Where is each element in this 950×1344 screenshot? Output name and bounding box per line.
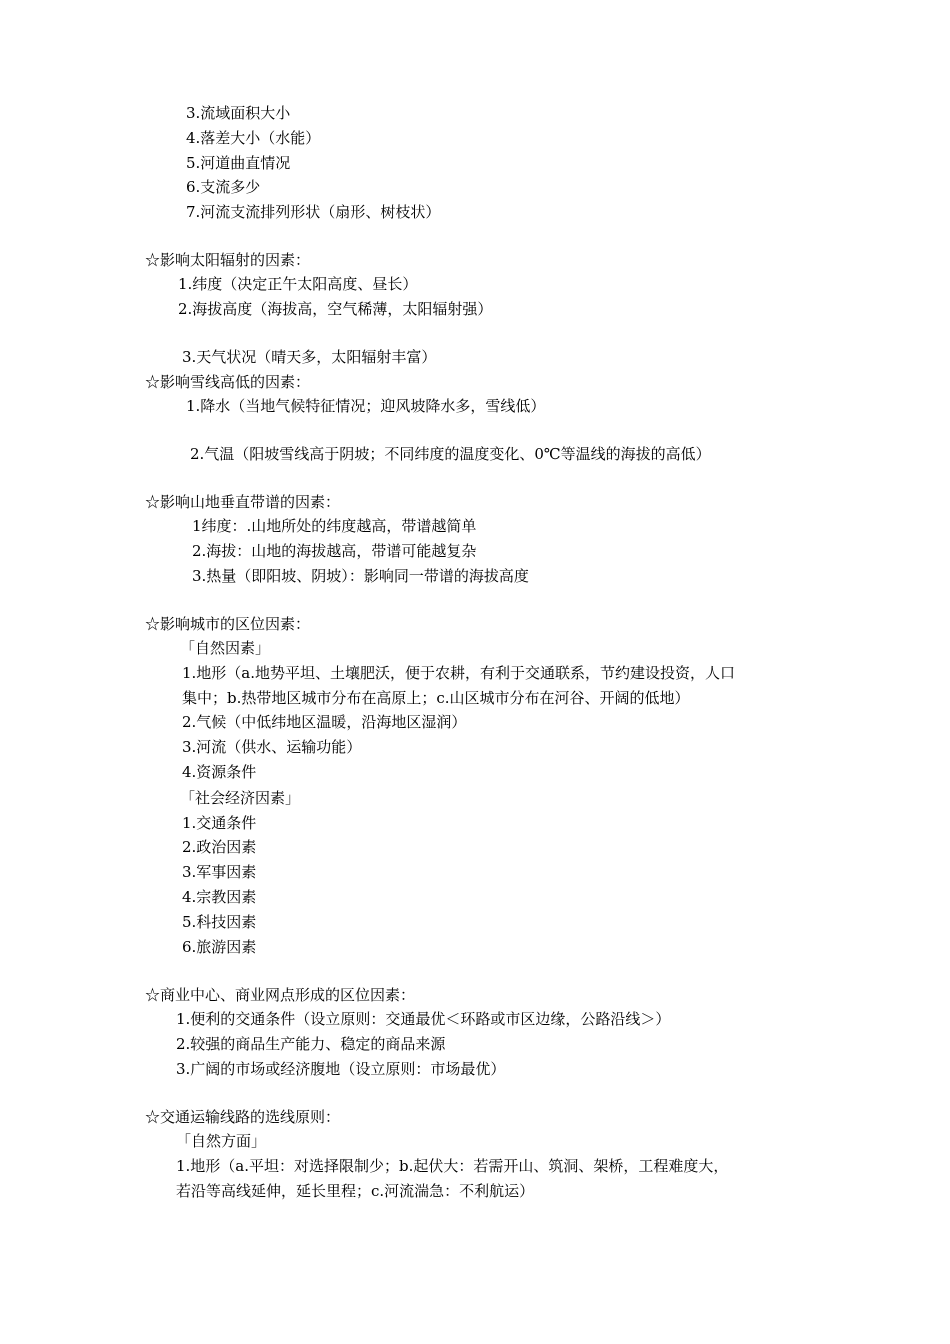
river-item: 7.河流支流排列形状（扇形、树枝状） <box>186 203 441 221</box>
city-social-item: 1.交通条件 <box>182 814 257 832</box>
river-item: 5.河道曲直情况 <box>186 154 291 172</box>
river-item: 4.落差大小（水能） <box>186 129 321 147</box>
city-social-item: 2.政治因素 <box>182 838 257 856</box>
river-item: 6.支流多少 <box>186 178 261 196</box>
solar-item: 2.海拔高度（海拔高，空气稀薄，太阳辐射强） <box>178 300 493 318</box>
commerce-item: 3.广阔的市场或经济腹地（设立原则：市场最优） <box>176 1060 506 1078</box>
vertical-zone-item: 1纬度：.山地所处的纬度越高，带谱越简单 <box>192 517 477 535</box>
city-natural-label: 「自然因素」 <box>180 639 271 657</box>
transport-natural-label: 「自然方面」 <box>176 1132 267 1150</box>
snowline-item: 2.气温（阳坡雪线高于阴坡；不同纬度的温度变化、0℃等温线的海拔的高低） <box>190 445 711 463</box>
snowline-item: 1.降水（当地气候特征情况；迎风坡降水多，雪线低） <box>186 397 546 415</box>
city-social-item: 6.旅游因素 <box>182 938 257 956</box>
city-heading: ☆影响城市的区位因素： <box>145 615 311 633</box>
vertical-zone-item: 3.热量（即阳坡、阴坡）：影响同一带谱的海拔高度 <box>192 567 529 585</box>
transport-heading: ☆交通运输线路的选线原则： <box>145 1108 341 1126</box>
vertical-zone-item: 2.海拔：山地的海拔越高，带谱可能越复杂 <box>192 542 477 560</box>
vertical-zone-heading: ☆影响山地垂直带谱的因素： <box>145 493 341 511</box>
city-natural-item: 4.资源条件 <box>182 763 257 781</box>
city-social-item: 3.军事因素 <box>182 863 257 881</box>
solar-item: 1.纬度（决定正午太阳高度、昼长） <box>178 275 418 293</box>
city-natural-item: 集中；b.热带地区城市分布在高原上；c.山区城市分布在河谷、开阔的低地） <box>182 689 690 707</box>
city-social-item: 4.宗教因素 <box>182 888 257 906</box>
commerce-heading: ☆商业中心、商业网点形成的区位因素： <box>145 986 416 1004</box>
city-social-item: 5.科技因素 <box>182 913 257 931</box>
solar-item: 3.天气状况（晴天多，太阳辐射丰富） <box>182 348 437 366</box>
city-social-label: 「社会经济因素」 <box>180 789 301 807</box>
river-item: 3.流域面积大小 <box>186 104 291 122</box>
solar-heading: ☆影响太阳辐射的因素： <box>145 251 311 269</box>
city-natural-item: 1.地形（a.地势平坦、土壤肥沃，便于农耕，有利于交通联系，节约建设投资，人口 <box>182 664 736 682</box>
transport-item: 1.地形（a.平坦：对选择限制少；b.起伏大：若需开山、筑洞、架桥，工程难度大， <box>176 1157 729 1175</box>
transport-item: 若沿等高线延伸，延长里程；c.河流湍急：不利航运） <box>176 1182 535 1200</box>
snowline-heading: ☆影响雪线高低的因素： <box>145 373 311 391</box>
commerce-item: 1.便利的交通条件（设立原则：交通最优＜环路或市区边缘，公路沿线＞） <box>176 1010 671 1028</box>
commerce-item: 2.较强的商品生产能力、稳定的商品来源 <box>176 1035 446 1053</box>
city-natural-item: 2.气候（中低纬地区温暖，沿海地区湿润） <box>182 713 467 731</box>
city-natural-item: 3.河流（供水、运输功能） <box>182 738 362 756</box>
